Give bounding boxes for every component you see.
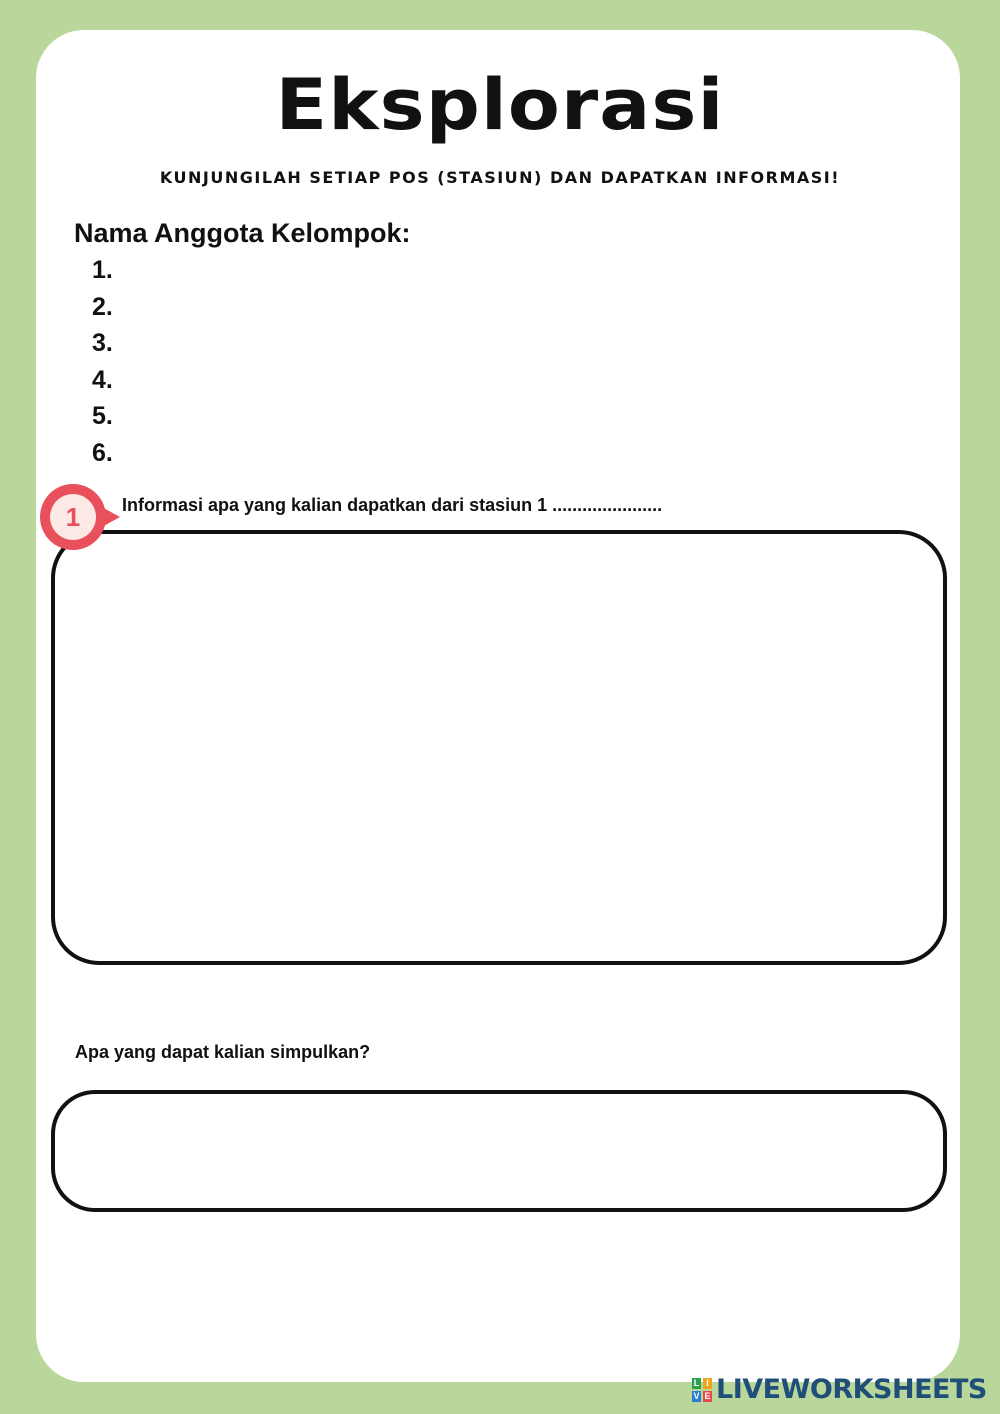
logo-tile: E: [704, 1390, 711, 1401]
member-item: 6.: [92, 438, 113, 467]
logo-tile: L: [693, 1377, 700, 1388]
logo-tile: V: [693, 1390, 700, 1401]
conclusion-answer-box[interactable]: [51, 1090, 947, 1212]
member-item: 4.: [92, 365, 113, 394]
worksheet-subtitle: KUNJUNGILAH SETIAP POS (STASIUN) DAN DAPATKAN INFORMASI!: [159, 168, 841, 187]
section-1-badge: [40, 484, 106, 550]
liveworksheets-logo[interactable]: [692, 1374, 987, 1405]
liveworksheets-logo-icon: [692, 1378, 712, 1402]
members-list: [92, 255, 113, 474]
section-1-badge-number: 1: [50, 494, 96, 540]
member-item: 1.: [92, 256, 113, 284]
member-item: 3.: [92, 329, 113, 357]
logo-tile: I: [703, 1378, 712, 1389]
member-item: 5.: [92, 402, 113, 430]
worksheet-title: Eksplorasi: [275, 64, 725, 146]
liveworksheets-logo-text: LIVEWORKSHEETS: [716, 1374, 987, 1405]
station-1-answer-box[interactable]: [51, 530, 947, 965]
station-1-question: Informasi apa yang kalian dapatkan dari stasiun 1 ......................: [122, 495, 663, 515]
members-heading: Nama Anggota Kelompok:: [74, 218, 411, 248]
conclusion-question: Apa yang dapat kalian simpulkan?: [75, 1042, 371, 1062]
member-item: 2.: [92, 292, 113, 321]
